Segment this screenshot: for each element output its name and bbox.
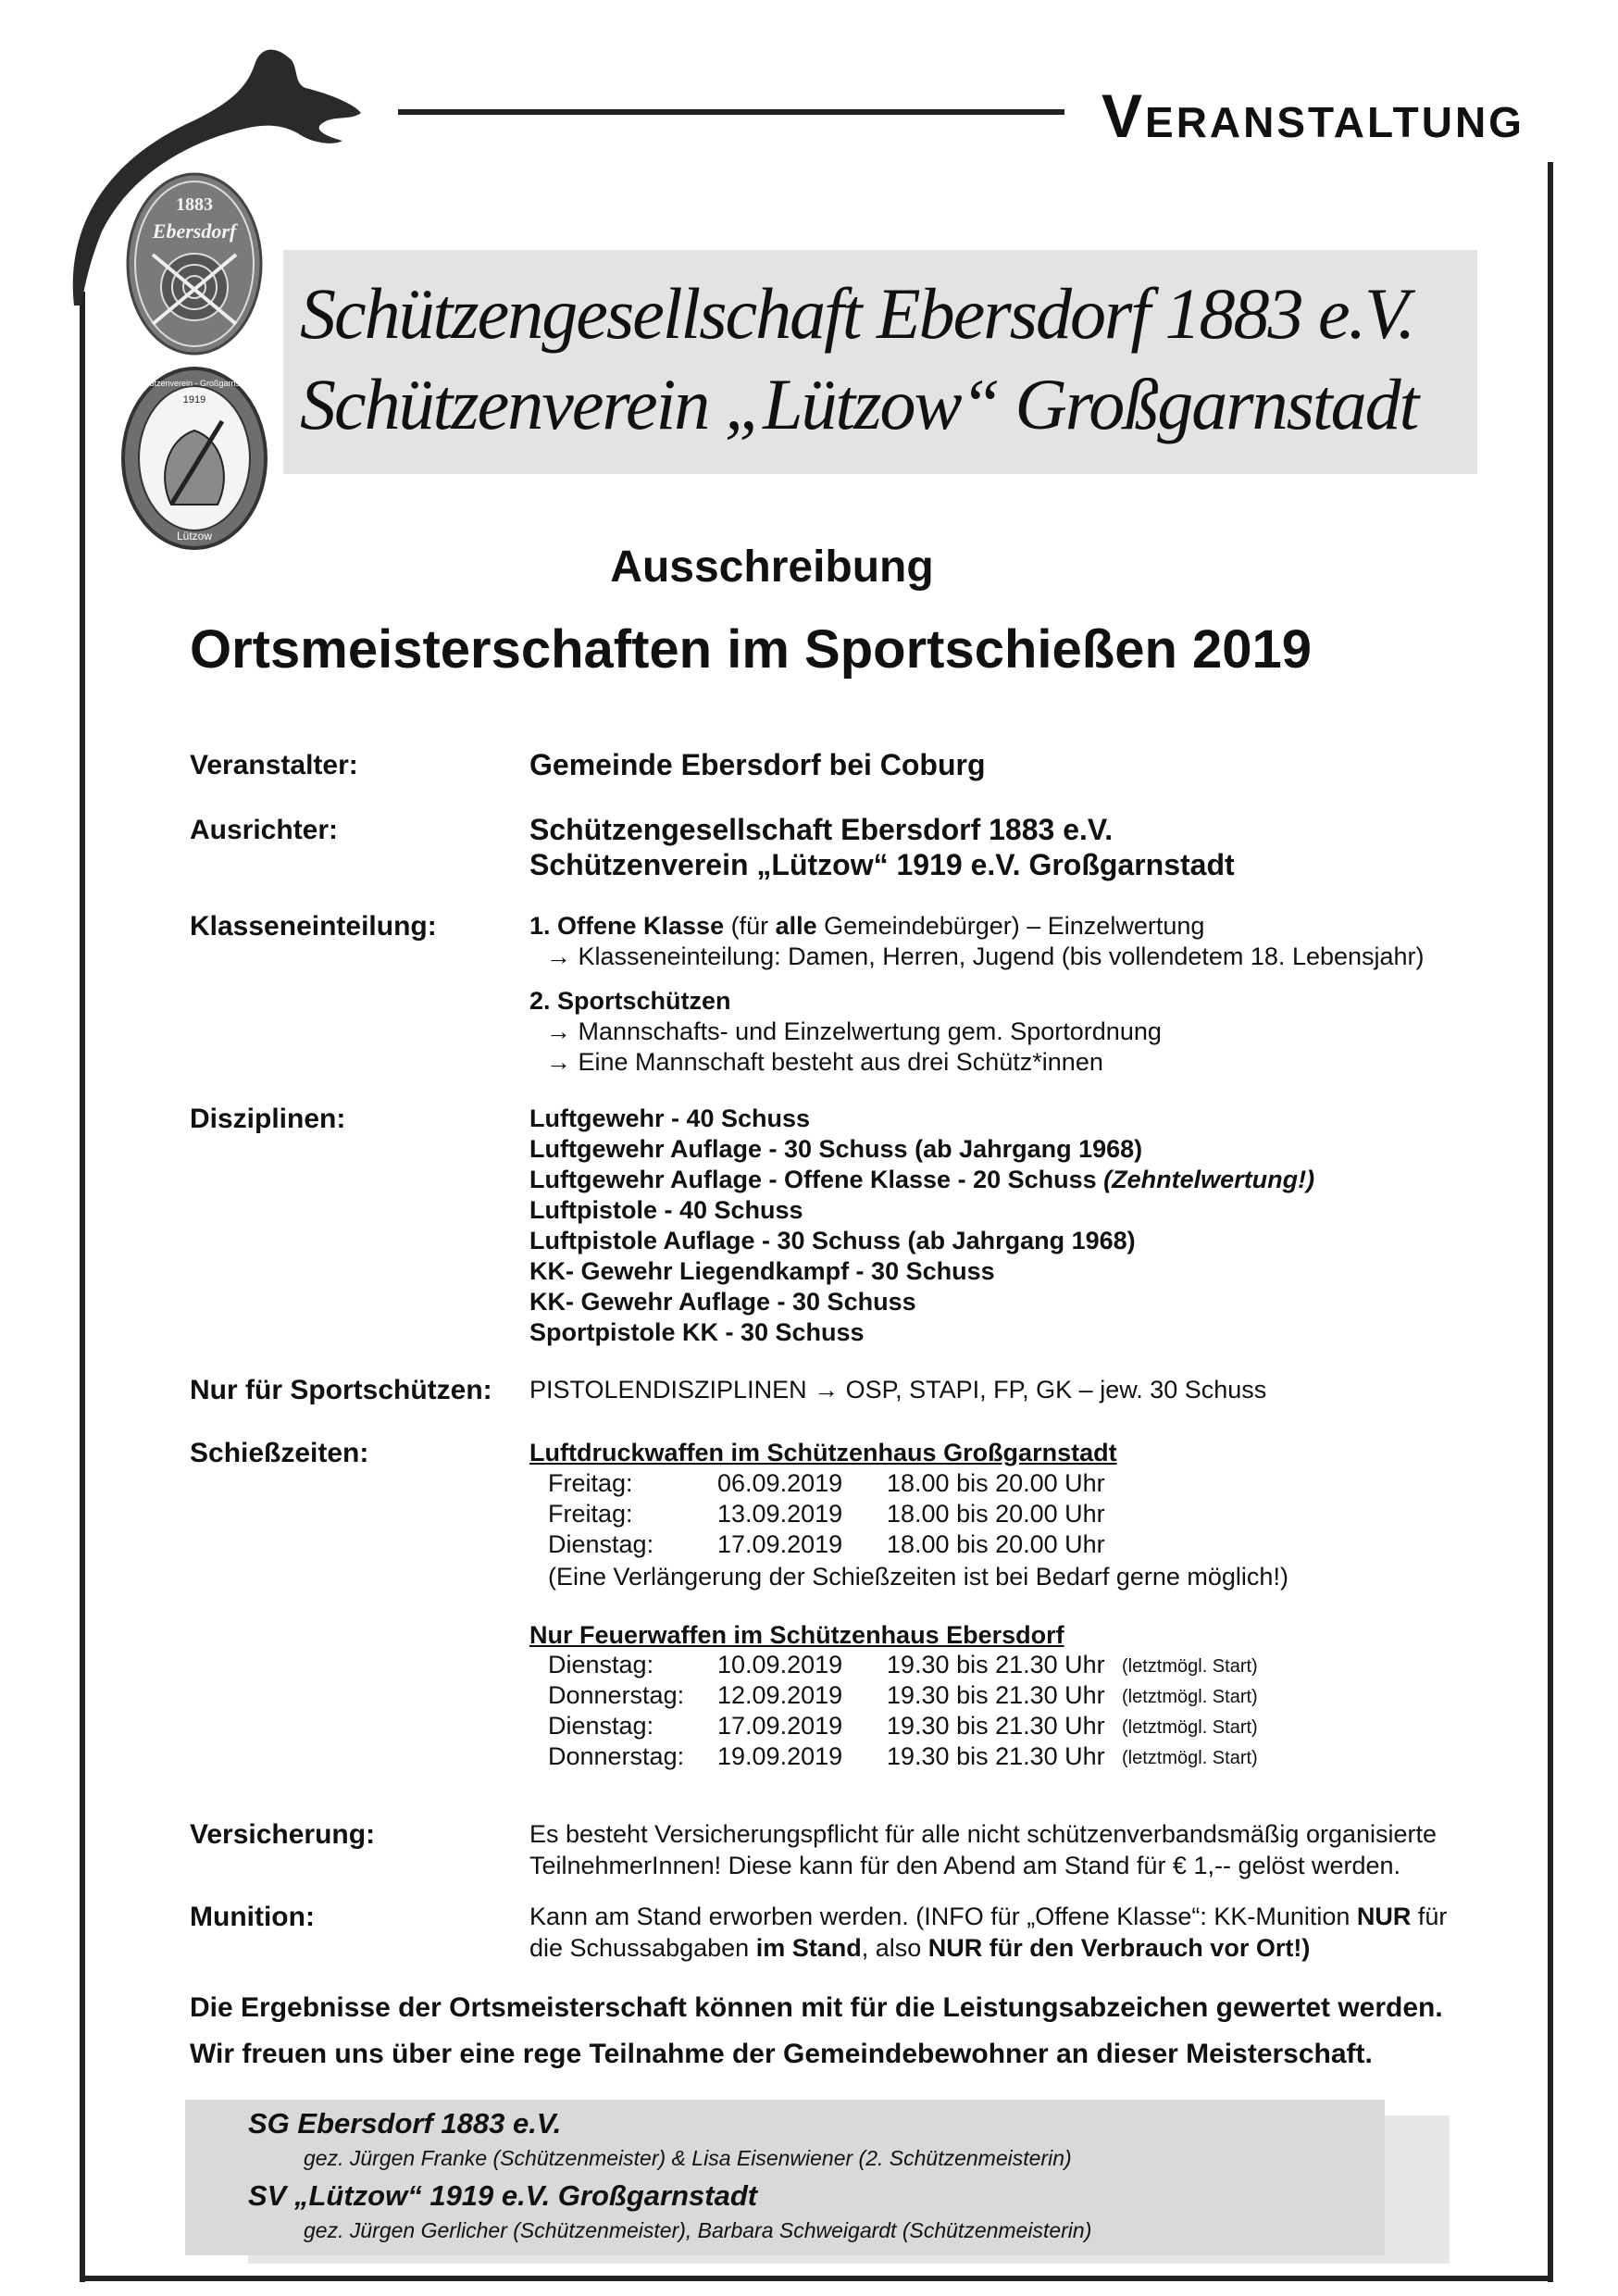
logo1-name: Ebersdorf	[152, 219, 237, 243]
munition-line1: Kann am Stand erworben werden. (INFO für „Offene Klasse“: KK-Munition NUR für	[529, 1903, 1448, 1930]
section-label: Veranstaltung	[1101, 81, 1525, 150]
schedule-date: 13.09.2019	[717, 1500, 843, 1528]
schedule-date: 19.09.2019	[717, 1742, 843, 1770]
schedule-time: 18.00 bis 20.00 Uhr	[887, 1469, 1105, 1497]
class2-title: 2. Sportschützen	[529, 987, 731, 1015]
frame-bottom-rule	[80, 2276, 1553, 2281]
club-banner	[283, 250, 1477, 474]
signature-box	[185, 2100, 1385, 2255]
discipline-item: Luftgewehr Auflage - Offene Klasse - 20 Schuss (Zehntelwertung!)	[529, 1166, 1315, 1193]
schedule-time: 19.30 bis 21.30 Uhr	[887, 1681, 1105, 1709]
veranstalter-label: Veranstalter:	[190, 750, 358, 780]
klasseneinteilung-label: Klasseneinteilung:	[190, 911, 437, 942]
discipline-item: Luftpistole Auflage - 30 Schuss (ab Jahrgang 1968)	[529, 1227, 1136, 1254]
club1-signers: gez. Jürgen Franke (Schützenmeister) & Lisa Eisenwiener (2. Schützenmeisterin)	[304, 2146, 1072, 2170]
disziplinen-label: Disziplinen:	[190, 1104, 346, 1134]
logo2-name: Lützow	[176, 530, 213, 543]
class2-sub1: → Mannschafts- und Einzelwertung gem. Sportordnung	[546, 1017, 1162, 1045]
logo1-year: 1883	[176, 194, 213, 215]
discipline-item: Sportpistole KK - 30 Schuss	[529, 1318, 865, 1346]
document-type-heading: Ausschreibung	[610, 543, 934, 592]
versicherung-label: Versicherung:	[190, 1819, 376, 1850]
club2-signers: gez. Jürgen Gerlicher (Schützenmeister), Barbara Schweigardt (Schützenmeisterin)	[304, 2218, 1092, 2242]
class1-sub: → Klasseneinteilung: Damen, Herren, Jugend (bis vollendetem 18. Lebensjahr)	[546, 942, 1425, 970]
munition-label: Munition:	[190, 1902, 315, 1932]
logo2-ring-text: Schützenverein - Großgarnstadt	[134, 379, 255, 388]
schedule-note: (letztmögl. Start)	[1122, 1748, 1258, 1768]
discipline-item: Luftpistole - 40 Schuss	[529, 1196, 803, 1224]
versicherung-line2: TeilnehmerInnen! Diese kann für den Abend am Stand für € 1,-- gelöst werden.	[529, 1852, 1401, 1879]
schedule-date: 10.09.2019	[717, 1651, 843, 1678]
schedule-date: 12.09.2019	[717, 1681, 843, 1709]
discipline-note: (Zehntelwertung!)	[1103, 1166, 1315, 1193]
ausrichter-label: Ausrichter:	[190, 815, 339, 845]
club1-name: SG Ebersdorf 1883 e.V.	[248, 2107, 562, 2140]
schedule-day: Freitag:	[548, 1500, 633, 1528]
schedule-date: 06.09.2019	[717, 1469, 843, 1497]
schedule-time: 19.30 bis 21.30 Uhr	[887, 1742, 1105, 1770]
logo2-year: 1919	[182, 394, 206, 406]
discipline-item: Luftgewehr Auflage - 30 Schuss (ab Jahrgang 1968)	[529, 1135, 1143, 1163]
airgun-note: (Eine Verlängerung der Schießzeiten ist bei Bedarf gerne möglich!)	[548, 1563, 1288, 1591]
discipline-item: Luftgewehr - 40 Schuss	[529, 1104, 811, 1132]
ebersdorf-club-emblem	[125, 171, 264, 356]
schedule-day: Dienstag:	[548, 1530, 654, 1558]
nur-sportschuetzen-label: Nur für Sportschützen:	[190, 1375, 492, 1405]
luetzow-club-emblem	[120, 366, 268, 551]
schedule-date: 17.09.2019	[717, 1530, 843, 1558]
ausrichter-line2: Schützenverein „Lützow“ 1919 e.V. Großgarnstadt	[529, 848, 1235, 881]
class1-line: 1. Offene Klasse (für alle Gemeindebürger) – Einzelwertung	[529, 912, 1205, 940]
schedule-date: 17.09.2019	[717, 1712, 843, 1740]
schedule-time: 18.00 bis 20.00 Uhr	[887, 1500, 1105, 1528]
schedule-day: Dienstag:	[548, 1712, 654, 1740]
schedule-day: Dienstag:	[548, 1651, 654, 1678]
club-banner-line1: Schützengesellschaft Ebersdorf 1883 e.V.	[300, 273, 1414, 354]
discipline-item: KK- Gewehr Auflage - 30 Schuss	[529, 1288, 916, 1316]
schedule-day: Freitag:	[548, 1469, 633, 1497]
versicherung-line1: Es besteht Versicherungspflicht für alle nicht schützenverbandsmäßig organisierte	[529, 1820, 1438, 1848]
firearm-heading: Nur Feuerwaffen im Schützenhaus Ebersdorf	[529, 1621, 1064, 1649]
munition-line2: die Schussabgaben im Stand, also NUR für den Verbrauch vor Ort!)	[529, 1934, 1311, 1962]
club-banner-line2: Schützenverein „Lützow“ Großgarnstadt	[300, 364, 1418, 444]
ausrichter-line1: Schützengesellschaft Ebersdorf 1883 e.V.	[529, 813, 1114, 846]
header-rule	[398, 109, 1064, 115]
schiesszeiten-label: Schießzeiten:	[190, 1438, 369, 1468]
schedule-time: 18.00 bis 20.00 Uhr	[887, 1530, 1105, 1558]
club2-name: SV „Lützow“ 1919 e.V. Großgarnstadt	[248, 2179, 758, 2212]
closing-line1: Die Ergebnisse der Ortsmeisterschaft können mit für die Leistungsabzeichen gewertet werden.	[190, 1992, 1443, 2023]
schedule-time: 19.30 bis 21.30 Uhr	[887, 1651, 1105, 1678]
veranstalter-value: Gemeinde Ebersdorf bei Coburg	[529, 748, 986, 781]
nur-sportschuetzen-value: PISTOLENDISZIPLINEN → OSP, STAPI, FP, GK – jew. 30 Schuss	[529, 1376, 1267, 1404]
frame-right-rule	[1548, 162, 1553, 2282]
class2-sub2: → Eine Mannschaft besteht aus drei Schütz*innen	[546, 1048, 1103, 1076]
document-title: Ortsmeisterschaften im Sportschießen 2019	[190, 619, 1313, 680]
airgun-heading: Luftdruckwaffen im Schützenhaus Großgarnstadt	[529, 1439, 1117, 1466]
schedule-day: Donnerstag:	[548, 1742, 685, 1770]
schedule-note: (letztmögl. Start)	[1122, 1717, 1258, 1738]
schedule-day: Donnerstag:	[548, 1681, 685, 1709]
schedule-note: (letztmögl. Start)	[1122, 1687, 1258, 1707]
class1-title: 1. Offene Klasse	[529, 912, 725, 940]
schedule-note: (letztmögl. Start)	[1122, 1656, 1258, 1677]
discipline-item: KK- Gewehr Liegendkampf - 30 Schuss	[529, 1257, 995, 1285]
closing-line2: Wir freuen uns über eine rege Teilnahme der Gemeindebewohner an dieser Meisterschaft.	[190, 2039, 1373, 2069]
schedule-time: 19.30 bis 21.30 Uhr	[887, 1712, 1105, 1740]
